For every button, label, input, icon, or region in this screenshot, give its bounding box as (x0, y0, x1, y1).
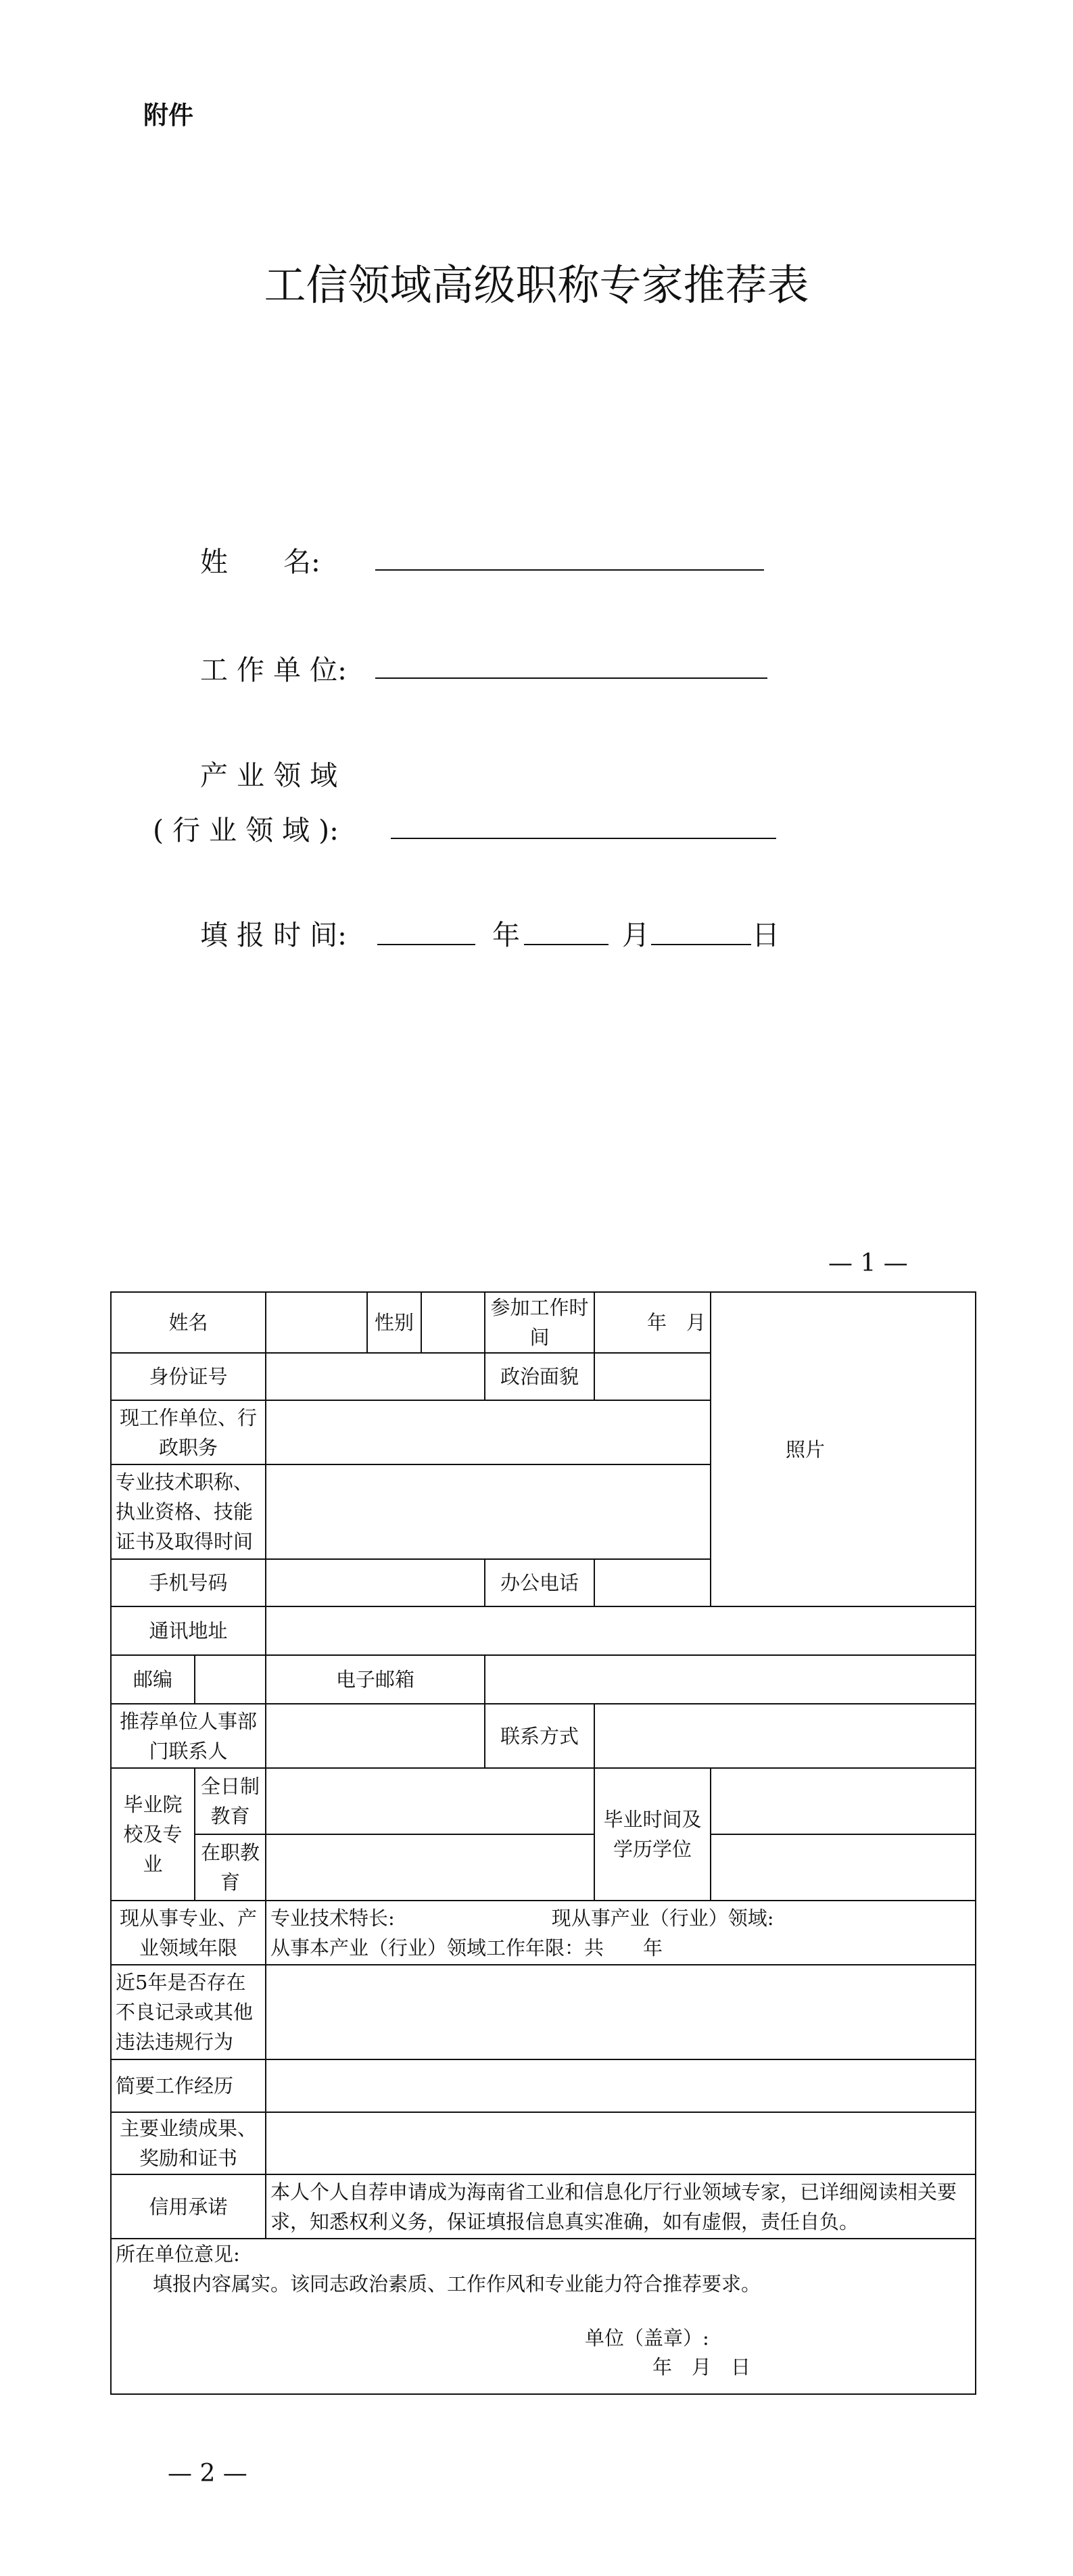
professional-title-header: 专业技术职称、执业资格、技能证书及取得时间 (111, 1464, 266, 1559)
achievements-input[interactable] (266, 2112, 976, 2174)
work-history-header: 简要工作经历 (111, 2059, 266, 2112)
contact-method-header: 联系方式 (485, 1704, 594, 1768)
office-phone-input[interactable] (594, 1559, 711, 1606)
credit-pledge-text: 本人个人自荐申请成为海南省工业和信息化厅行业领域专家，已详细阅读相关要求，知悉权利义务，保证填报信息真实准确，如有虚假，责任自负。 (266, 2174, 976, 2239)
fulltime-edu-input[interactable] (266, 1768, 594, 1834)
work-history-input[interactable] (266, 2059, 976, 2112)
address-header: 通讯地址 (111, 1606, 266, 1655)
current-specialty-header: 现从事专业、产业领域年限 (111, 1901, 266, 1965)
contact-method-input[interactable] (594, 1704, 976, 1768)
unit-opinion-text: 填报内容属实。该同志政治素质、工作作风和专业能力符合推荐要求。 (153, 2272, 761, 2295)
month-label: 月 (622, 919, 650, 951)
hr-contact-header: 推荐单位人事部门联系人 (111, 1704, 266, 1768)
id-number-input[interactable] (266, 1353, 485, 1400)
unit-seal-label: 单位（盖章）: (585, 2327, 709, 2350)
gender-header: 性别 (367, 1292, 421, 1353)
page-number-1: — 1 — (828, 1249, 908, 1277)
bad-record-input[interactable] (266, 1965, 976, 2059)
inservice-grad-input[interactable] (711, 1834, 976, 1901)
specialty-input[interactable] (266, 1901, 976, 1965)
email-input[interactable] (485, 1655, 976, 1704)
postcode-input[interactable] (195, 1655, 266, 1704)
document-title: 工信领域高级职称专家推荐表 (264, 260, 809, 310)
industry-underline[interactable] (391, 838, 776, 839)
id-number-header: 身份证号 (111, 1353, 266, 1400)
address-input[interactable] (266, 1606, 976, 1655)
work-unit-label: 工 作 单 位: (200, 654, 347, 686)
attachment-label: 附件 (143, 101, 193, 130)
achievements-header: 主要业绩成果、奖励和证书 (111, 2112, 266, 2174)
opinion-date: 年 月 日 (652, 2356, 751, 2379)
bad-record-header: 近5年是否存在不良记录或其他违法违规行为 (111, 1965, 266, 2059)
photo-cell[interactable]: 照片 (711, 1292, 976, 1606)
month-underline[interactable] (524, 944, 609, 945)
school-major-header: 毕业院校及专业 (111, 1768, 195, 1901)
industry-label-line1: 产 业 领 域 (200, 759, 338, 792)
recommendation-form-table (110, 1291, 976, 2395)
fulltime-edu-header: 全日制教育 (195, 1768, 266, 1834)
fulltime-grad-input[interactable] (711, 1768, 976, 1834)
date-label: 填 报 时 间: (200, 919, 347, 951)
work-start-input[interactable]: 年 月 (594, 1292, 711, 1353)
name-label: 姓 名: (200, 546, 320, 578)
inservice-edu-header: 在职教育 (195, 1834, 266, 1901)
name-input[interactable] (266, 1292, 367, 1353)
professional-title-input[interactable] (266, 1464, 711, 1559)
year-label: 年 (492, 919, 520, 951)
name-underline[interactable] (375, 569, 764, 571)
specialty-line-1: 专业技术特长: 现从事产业（行业）领域: (270, 1906, 774, 1930)
work-unit-underline[interactable] (375, 677, 767, 679)
current-unit-input[interactable] (266, 1400, 711, 1464)
postcode-header: 邮编 (111, 1655, 195, 1704)
day-underline[interactable] (651, 944, 751, 945)
mobile-header: 手机号码 (111, 1559, 266, 1606)
gender-input[interactable] (421, 1292, 485, 1353)
name-header: 姓名 (111, 1292, 266, 1353)
current-unit-header: 现工作单位、行政职务 (111, 1400, 266, 1464)
year-underline[interactable] (377, 944, 475, 945)
political-status-input[interactable] (594, 1353, 711, 1400)
political-status-header: 政治面貌 (485, 1353, 594, 1400)
page-number-2: — 2 — (168, 2460, 247, 2487)
industry-label-line2: ( 行 业 领 域 ): (153, 814, 339, 846)
unit-opinion-cell[interactable] (111, 2239, 976, 2394)
work-start-header: 参加工作时间 (485, 1292, 594, 1353)
mobile-input[interactable] (266, 1559, 485, 1606)
day-label: 日 (752, 919, 780, 951)
inservice-edu-input[interactable] (266, 1834, 594, 1901)
grad-time-degree-header: 毕业时间及学历学位 (594, 1768, 711, 1901)
office-phone-header: 办公电话 (485, 1559, 594, 1606)
unit-opinion-label: 所在单位意见: (116, 2243, 240, 2266)
credit-pledge-header: 信用承诺 (111, 2174, 266, 2239)
specialty-line-2: 从事本产业（行业）领域工作年限：共 年 (270, 1936, 663, 1959)
hr-contact-input[interactable] (266, 1704, 485, 1768)
email-header: 电子邮箱 (266, 1655, 485, 1704)
